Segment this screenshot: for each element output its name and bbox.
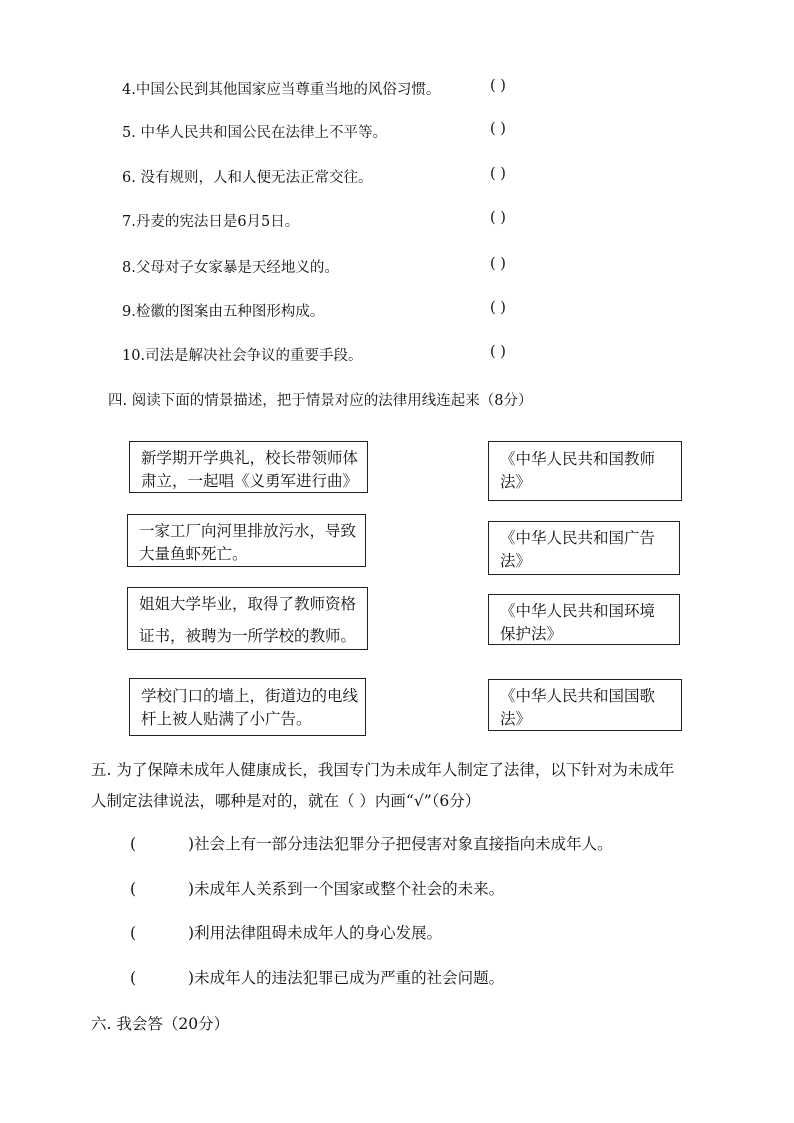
tf-item-7: 7.丹麦的宪法日是6月5日。: [122, 214, 300, 230]
answer-blank: ( ): [490, 344, 506, 360]
answer-blank: ( ): [490, 166, 506, 182]
choice-text: 未成年人的违法犯罪已成为严重的社会问题。: [194, 969, 505, 987]
scenario-box-4[interactable]: [129, 678, 366, 736]
scenario-text: 杆上被人贴满了小广告。: [141, 710, 312, 728]
tf-item-10: 10.司法是解决社会争议的重要手段。: [122, 348, 363, 364]
law-text: 法》: [500, 552, 532, 570]
choice-item-1: [130, 832, 613, 854]
law-box-anthem[interactable]: [488, 679, 682, 731]
scenario-text: 学校门口的墙上，街道边的电线: [141, 687, 359, 705]
checkbox-paren-close[interactable]: ): [188, 969, 195, 987]
checkbox-paren-close[interactable]: ): [188, 924, 195, 942]
section-5-intro-line1: 五. 为了保障未成年人健康成长，我国专门为未成年人制定了法律，以下针对为未成年: [91, 761, 675, 779]
checkbox-paren[interactable]: (: [130, 924, 137, 942]
choice-item-2: [130, 877, 504, 899]
law-text: 法》: [500, 710, 532, 728]
law-text: 《中华人民共和国教师: [500, 450, 656, 468]
scenario-box-2[interactable]: [127, 514, 366, 567]
section-5-intro-line2: 人制定法律说法，哪种是对的，就在（ ）内画“√”（6分）: [91, 792, 481, 810]
choice-text: 社会上有一部分违法犯罪分子把侵害对象直接指向未成年人。: [194, 835, 613, 853]
answer-blank: ( ): [490, 256, 506, 272]
choice-item-4: [130, 966, 504, 988]
scenario-text: 肃立，一起唱《义勇军进行曲》: [141, 472, 359, 490]
scenario-text: 证书，被聘为一所学校的教师。: [139, 627, 357, 645]
section-4-title: 四. 阅读下面的情景描述，把于情景对应的法律用线连起来（8分）: [108, 393, 533, 409]
scenario-text: 大量鱼虾死亡。: [139, 545, 248, 563]
section-6-title: 六. 我会答（20分）: [91, 1015, 230, 1033]
law-text: 法》: [500, 473, 532, 491]
tf-item-6: 6. 没有规则，人和人便无法正常交往。: [122, 170, 373, 186]
answer-blank: ( ): [490, 121, 506, 137]
checkbox-paren[interactable]: (: [130, 880, 137, 898]
law-text: 《中华人民共和国环境: [500, 602, 656, 620]
answer-blank: ( ): [490, 210, 506, 226]
scenario-text: 一家工厂向河里排放污水，导致: [139, 522, 357, 540]
answer-blank: ( ): [490, 300, 506, 316]
answer-blank: ( ): [490, 78, 506, 94]
tf-item-5: 5. 中华人民共和国公民在法律上不平等。: [122, 125, 387, 141]
law-text: 《中华人民共和国广告: [500, 529, 656, 547]
choice-text: 未成年人关系到一个国家或整个社会的未来。: [194, 880, 505, 898]
law-text: 《中华人民共和国国歌: [500, 687, 656, 705]
tf-item-9: 9.检徽的图案由五种图形构成。: [122, 304, 325, 320]
checkbox-paren-close[interactable]: ): [188, 835, 195, 853]
checkbox-paren-close[interactable]: ): [188, 880, 195, 898]
tf-item-4: 4.中国公民到其他国家应当尊重当地的风俗习惯。: [122, 82, 441, 98]
checkbox-paren[interactable]: (: [130, 835, 137, 853]
scenario-text: 新学期开学典礼，校长带领师体: [141, 449, 359, 467]
choice-text: 利用法律阻碍未成年人的身心发展。: [194, 924, 443, 942]
scenario-box-1[interactable]: [129, 441, 368, 493]
checkbox-paren[interactable]: (: [130, 969, 137, 987]
tf-item-8: 8.父母对子女家暴是天经地义的。: [122, 260, 339, 276]
choice-item-3: [130, 921, 442, 943]
scenario-box-3[interactable]: [127, 587, 368, 650]
law-box-advertising[interactable]: [488, 521, 680, 575]
law-box-environment[interactable]: [488, 594, 680, 645]
law-text: 保护法》: [500, 625, 563, 643]
law-box-teachers[interactable]: [488, 441, 682, 501]
scenario-text: 姐姐大学毕业，取得了教师资格: [139, 595, 357, 613]
